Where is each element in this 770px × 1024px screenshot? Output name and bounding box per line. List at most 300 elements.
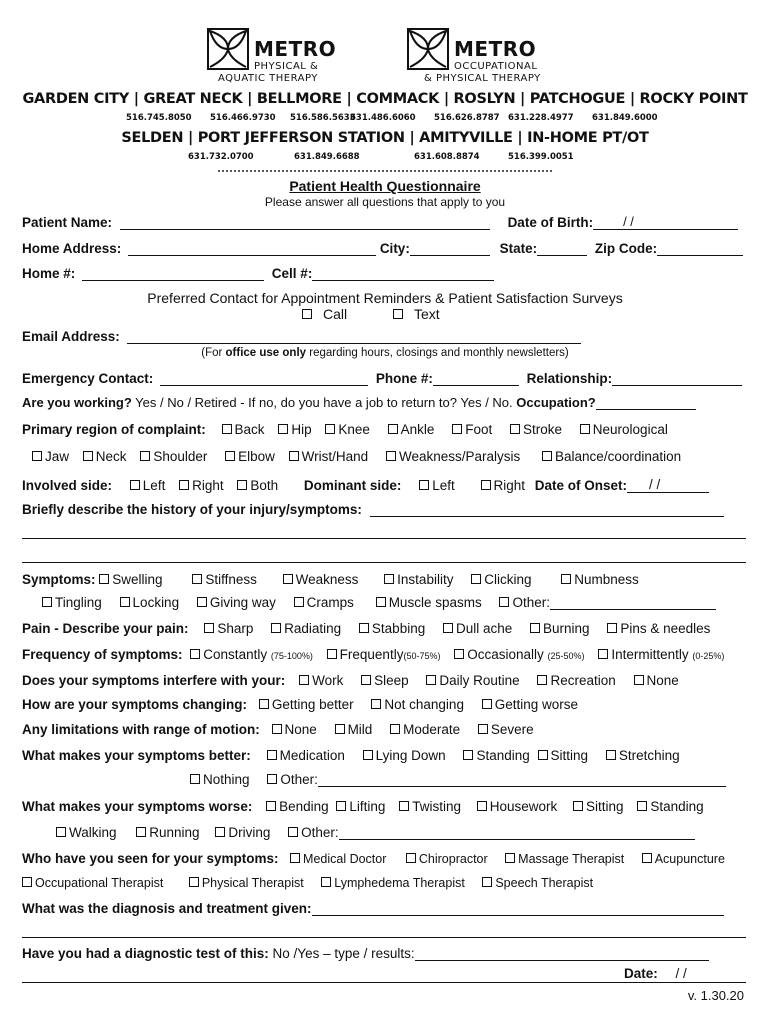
pain-burning-label: Burning xyxy=(543,621,590,636)
better-nothing-option[interactable] xyxy=(190,772,250,787)
interfere-daily-routine-option[interactable] xyxy=(426,673,519,688)
worse-bending-checkbox[interactable] xyxy=(266,801,276,811)
region-weakness-checkbox[interactable] xyxy=(386,451,396,461)
worse-walking-option[interactable] xyxy=(56,825,117,840)
worse-running-option[interactable] xyxy=(136,825,199,840)
patient-name-field[interactable] xyxy=(120,217,490,230)
date-row xyxy=(624,966,687,981)
symptom-weakness-label: Weakness xyxy=(295,572,359,587)
city-field[interactable] xyxy=(410,243,490,256)
rom-severe-checkbox[interactable] xyxy=(478,724,488,734)
better-other-option[interactable] xyxy=(267,772,726,787)
better-standing-option[interactable] xyxy=(463,748,529,763)
diag-test-field-2[interactable] xyxy=(22,982,746,983)
rom-none-checkbox[interactable] xyxy=(272,724,282,734)
home-phone-field[interactable] xyxy=(82,268,264,281)
frequency-label: Frequency of symptoms: xyxy=(22,647,183,662)
freq-intermittently-range: (0-25%) xyxy=(692,651,725,661)
seen-massage-label: Massage Therapist xyxy=(518,852,625,866)
better-stretching-checkbox[interactable] xyxy=(606,750,616,760)
better-sitting-checkbox[interactable] xyxy=(538,750,548,760)
rom-severe-label: Severe xyxy=(490,722,534,737)
history-field-2[interactable] xyxy=(22,538,746,539)
pain-dull-ache-option[interactable] xyxy=(443,621,512,636)
rom-severe-option[interactable] xyxy=(478,722,534,737)
interfere-sleep-checkbox[interactable] xyxy=(361,675,371,685)
logo2-line2: OCCUPATIONAL xyxy=(454,61,538,72)
worse-twisting-option[interactable] xyxy=(399,799,461,814)
preferred-contact-label: Preferred Contact for Appointment Reminders & Patient Satisfaction Surveys xyxy=(147,290,623,306)
region-elbow-label: Elbow xyxy=(238,449,275,464)
seen-lymphedema-label: Lymphedema Therapist xyxy=(334,876,465,890)
better-sitting-option[interactable] xyxy=(538,748,589,763)
date-label: Date: xyxy=(624,966,658,981)
form-title: Patient Health Questionnaire xyxy=(289,178,481,194)
region-hip-checkbox[interactable] xyxy=(278,424,288,434)
better-lying-down-checkbox[interactable] xyxy=(363,750,373,760)
worse-housework-option[interactable] xyxy=(477,799,558,814)
freq-intermittently-label: Intermittently xyxy=(611,647,689,662)
relationship-label: Relationship: xyxy=(526,371,613,386)
region-jaw-label: Jaw xyxy=(45,449,70,464)
worse-housework-checkbox[interactable] xyxy=(477,801,487,811)
changing-worse-option[interactable] xyxy=(482,697,578,712)
worse-driving-option[interactable] xyxy=(215,825,270,840)
pain-burning-option[interactable] xyxy=(530,621,590,636)
primary-region-row-2 xyxy=(22,449,746,464)
seen-acupuncture-label: Acupuncture xyxy=(654,852,725,866)
side-left-checkbox[interactable] xyxy=(130,480,140,490)
seen-chiropractor-checkbox[interactable] xyxy=(406,853,416,863)
region-wrist-hand-label: Wrist/Hand xyxy=(301,449,369,464)
symptom-cramps-option[interactable] xyxy=(294,595,354,610)
symptom-tingling-checkbox[interactable] xyxy=(42,597,52,607)
symptom-muscle-spasms-label: Muscle spasms xyxy=(388,595,482,610)
symptom-other-option[interactable] xyxy=(499,595,716,610)
side-right-checkbox[interactable] xyxy=(179,480,189,490)
logo-metro-occupational-physical xyxy=(406,27,566,87)
worse-driving-label: Driving xyxy=(228,825,271,840)
symptom-numbness-checkbox[interactable] xyxy=(561,574,571,584)
email-note xyxy=(0,347,770,359)
region-jaw-option[interactable] xyxy=(32,449,69,464)
pain-dull-ache-checkbox[interactable] xyxy=(443,623,453,633)
changing-not-option[interactable] xyxy=(371,697,464,712)
diagnosis-field-1[interactable] xyxy=(312,903,724,916)
worse-other-label: Other: xyxy=(301,825,339,840)
symptom-cramps-checkbox[interactable] xyxy=(294,597,304,607)
pain-radiating-label: Radiating xyxy=(284,621,342,636)
changing-not-checkbox[interactable] xyxy=(371,699,381,709)
pain-sharp-label: Sharp xyxy=(217,621,254,636)
occupation-label: Occupation? xyxy=(516,395,596,410)
symptom-weakness-checkbox[interactable] xyxy=(283,574,293,584)
freq-intermittently-option[interactable] xyxy=(598,647,724,662)
better-medication-checkbox[interactable] xyxy=(267,750,277,760)
home-phone-label: Home #: xyxy=(22,266,76,281)
side-both-checkbox[interactable] xyxy=(237,480,247,490)
region-hip-label: Hip xyxy=(291,422,312,437)
worse-twisting-label: Twisting xyxy=(412,799,461,814)
symptom-other-label: Other: xyxy=(512,595,550,610)
phone-bellmore: 516.586.5633 xyxy=(290,113,356,123)
region-knee-checkbox[interactable] xyxy=(325,424,335,434)
symptom-giving-way-option[interactable] xyxy=(197,595,276,610)
state-label: State: xyxy=(499,241,538,256)
interfere-work-checkbox[interactable] xyxy=(299,675,309,685)
rom-none-option[interactable] xyxy=(272,722,317,737)
seen-speech-label: Speech Therapist xyxy=(495,876,594,890)
seen-ot-option[interactable] xyxy=(22,876,163,890)
seen-chiropractor-option[interactable] xyxy=(406,852,488,866)
interfere-work-label: Work xyxy=(312,673,344,688)
region-balance-label: Balance/coordination xyxy=(555,449,682,464)
symptom-stiffness-option[interactable] xyxy=(192,572,257,587)
symptoms-label: Symptoms: xyxy=(22,572,96,587)
pain-burning-checkbox[interactable] xyxy=(530,623,540,633)
worse-running-checkbox[interactable] xyxy=(136,827,146,837)
region-foot-checkbox[interactable] xyxy=(452,424,462,434)
region-knee-option[interactable] xyxy=(325,422,370,437)
seen-ot-label: Occupational Therapist xyxy=(35,876,164,890)
region-stroke-option[interactable] xyxy=(510,422,562,437)
phone-garden-city: 516.745.8050 xyxy=(126,113,192,123)
symptom-giving-way-label: Giving way xyxy=(209,595,276,610)
dob-separators: / / xyxy=(623,214,634,229)
side-left-option[interactable] xyxy=(130,478,166,493)
pain-sharp-checkbox[interactable] xyxy=(204,623,214,633)
region-back-option[interactable] xyxy=(222,422,265,437)
seen-medical-doctor-option[interactable] xyxy=(290,852,386,866)
region-ankle-checkbox[interactable] xyxy=(388,424,398,434)
relationship-field[interactable] xyxy=(612,373,742,386)
symptom-clicking-label: Clicking xyxy=(484,572,532,587)
worse-housework-label: Housework xyxy=(489,799,558,814)
interfere-recreation-option[interactable] xyxy=(537,673,615,688)
interfere-recreation-checkbox[interactable] xyxy=(537,675,547,685)
region-ankle-option[interactable] xyxy=(388,422,435,437)
interfere-none-label: None xyxy=(646,673,679,688)
region-ankle-label: Ankle xyxy=(400,422,435,437)
region-shoulder-label: Shoulder xyxy=(153,449,208,464)
pain-stabbing-checkbox[interactable] xyxy=(359,623,369,633)
symptom-locking-checkbox[interactable] xyxy=(120,597,130,607)
freq-occasionally-label: Occasionally xyxy=(467,647,544,662)
worse-walking-checkbox[interactable] xyxy=(56,827,66,837)
region-knee-label: Knee xyxy=(338,422,370,437)
pain-pins-needles-checkbox[interactable] xyxy=(607,623,617,633)
dominant-side-label: Dominant side: xyxy=(303,478,402,493)
pain-sharp-option[interactable] xyxy=(204,621,253,636)
emergency-contact-field[interactable] xyxy=(160,373,368,386)
rom-moderate-option[interactable] xyxy=(390,722,460,737)
better-other-field[interactable] xyxy=(318,774,726,787)
dob-field[interactable] xyxy=(593,214,738,230)
dominant-right-option[interactable] xyxy=(481,478,526,493)
onset-separators: / / xyxy=(649,477,661,492)
worse-standing-option[interactable] xyxy=(637,799,703,814)
region-wrist-hand-checkbox[interactable] xyxy=(289,451,299,461)
region-shoulder-checkbox[interactable] xyxy=(140,451,150,461)
freq-constantly-option[interactable] xyxy=(190,647,313,662)
rom-moderate-label: Moderate xyxy=(403,722,461,737)
worse-twisting-checkbox[interactable] xyxy=(399,801,409,811)
symptom-tingling-label: Tingling xyxy=(55,595,102,610)
phone-commack: 631.486.6060 xyxy=(350,113,416,123)
symptom-giving-way-checkbox[interactable] xyxy=(197,597,207,607)
seen-acupuncture-option[interactable] xyxy=(642,852,725,866)
interfere-daily-routine-label: Daily Routine xyxy=(439,673,520,688)
worse-driving-checkbox[interactable] xyxy=(215,827,225,837)
symptom-clicking-option[interactable] xyxy=(471,572,531,587)
diag-test-field[interactable] xyxy=(415,948,709,961)
region-neurological-label: Neurological xyxy=(592,422,668,437)
worse-sitting-checkbox[interactable] xyxy=(573,801,583,811)
rom-moderate-checkbox[interactable] xyxy=(390,724,400,734)
interfere-sleep-label: Sleep xyxy=(374,673,409,688)
symptom-tingling-option[interactable] xyxy=(42,595,102,610)
emergency-contact-label: Emergency Contact: xyxy=(22,371,154,386)
seen-ot-checkbox[interactable] xyxy=(22,877,32,887)
pain-radiating-checkbox[interactable] xyxy=(271,623,281,633)
freq-constantly-checkbox[interactable] xyxy=(190,649,200,659)
freq-occasionally-checkbox[interactable] xyxy=(454,649,464,659)
locations-line-2: SELDEN | PORT JEFFERSON STATION | AMITYVILLE | IN-HOME PT/OT xyxy=(121,130,649,146)
seen-lymphedema-option[interactable] xyxy=(321,876,465,890)
seen-speech-option[interactable] xyxy=(482,876,593,890)
symptom-locking-option[interactable] xyxy=(120,595,180,610)
history-label: Briefly describe the history of your injury/symptoms: xyxy=(22,502,362,517)
region-stroke-checkbox[interactable] xyxy=(510,424,520,434)
symptom-instability-option[interactable] xyxy=(384,572,453,587)
symptom-muscle-spasms-option[interactable] xyxy=(376,595,482,610)
pain-pins-needles-option[interactable] xyxy=(607,621,710,636)
diagnosis-label: What was the diagnosis and treatment given: xyxy=(22,901,312,916)
symptom-muscle-spasms-checkbox[interactable] xyxy=(376,597,386,607)
region-back-label: Back xyxy=(234,422,265,437)
region-foot-option[interactable] xyxy=(452,422,492,437)
primary-region-row xyxy=(22,422,746,437)
dominant-left-option[interactable] xyxy=(419,478,455,493)
involved-side-label: Involved side: xyxy=(22,478,113,493)
metro-leaf-logo-icon xyxy=(206,27,250,71)
changing-better-checkbox[interactable] xyxy=(259,699,269,709)
phone-amityville: 631.608.8874 xyxy=(414,152,480,162)
symptom-cramps-label: Cramps xyxy=(306,595,354,610)
worse-walking-label: Walking xyxy=(69,825,117,840)
changing-better-label: Getting better xyxy=(271,697,354,712)
seen-pt-label: Physical Therapist xyxy=(201,876,304,890)
region-elbow-option[interactable] xyxy=(225,449,275,464)
symptom-locking-label: Locking xyxy=(132,595,180,610)
cell-phone-field[interactable] xyxy=(312,268,494,281)
state-field[interactable] xyxy=(537,243,587,256)
phone-great-neck: 516.466.9730 xyxy=(210,113,276,123)
symptom-other-checkbox[interactable] xyxy=(499,597,509,607)
symptom-other-field[interactable] xyxy=(550,597,716,610)
better-medication-option[interactable] xyxy=(267,748,345,763)
date-onset-field[interactable] xyxy=(627,477,709,493)
region-neck-checkbox[interactable] xyxy=(83,451,93,461)
better-sitting-label: Sitting xyxy=(550,748,589,763)
symptom-instability-checkbox[interactable] xyxy=(384,574,394,584)
symptom-numbness-option[interactable] xyxy=(561,572,639,587)
interfere-none-checkbox[interactable] xyxy=(634,675,644,685)
worse-lifting-option[interactable] xyxy=(336,799,385,814)
interfere-recreation-label: Recreation xyxy=(550,673,616,688)
preferred-contact-options xyxy=(302,306,440,322)
seen-label: Who have you seen for your symptoms: xyxy=(22,851,279,866)
rom-none-label: None xyxy=(284,722,317,737)
symptom-instability-label: Instability xyxy=(397,572,454,587)
freq-intermittently-checkbox[interactable] xyxy=(598,649,608,659)
phone-roslyn: 516.626.8787 xyxy=(434,113,500,123)
phone-port-jefferson: 631.849.6688 xyxy=(294,152,360,162)
text-label: Text xyxy=(414,306,440,322)
occupation-field[interactable] xyxy=(596,397,696,410)
freq-constantly-label: Constantly xyxy=(203,647,268,662)
email-field[interactable] xyxy=(127,331,581,344)
freq-occasionally-range: (25-50%) xyxy=(547,651,585,661)
phone-rocky-point: 631.849.6000 xyxy=(592,113,658,123)
better-other-checkbox[interactable] xyxy=(267,774,277,784)
history-field-3[interactable] xyxy=(22,562,746,563)
better-stretching-option[interactable] xyxy=(606,748,680,763)
diagnosis-field-2[interactable] xyxy=(22,937,746,938)
seen-chiropractor-label: Chiropractor xyxy=(418,852,488,866)
pain-pins-needles-label: Pins & needles xyxy=(620,621,711,636)
region-wrist-hand-option[interactable] xyxy=(289,449,369,464)
better-label: What makes your symptoms better: xyxy=(22,748,251,763)
freq-frequently-label: Frequently xyxy=(339,647,404,662)
dominant-right-label: Right xyxy=(493,478,526,493)
region-elbow-checkbox[interactable] xyxy=(225,451,235,461)
freq-frequently-option[interactable] xyxy=(327,647,441,662)
region-hip-option[interactable] xyxy=(278,422,311,437)
freq-frequently-checkbox[interactable] xyxy=(327,649,337,659)
rom-label: Any limitations with range of motion: xyxy=(22,722,260,737)
logo1-line3: AQUATIC THERAPY xyxy=(218,73,318,84)
interfere-work-option[interactable] xyxy=(299,673,343,688)
symptom-weakness-option[interactable] xyxy=(283,572,359,587)
better-standing-label: Standing xyxy=(476,748,530,763)
better-other-label: Other: xyxy=(280,772,318,787)
better-standing-checkbox[interactable] xyxy=(463,750,473,760)
cell-phone-label: Cell #: xyxy=(271,266,313,281)
phones-line-2 xyxy=(0,152,770,164)
rom-mild-option[interactable] xyxy=(335,722,373,737)
seen-pt-checkbox[interactable] xyxy=(189,877,199,887)
home-address-label: Home Address: xyxy=(22,241,122,256)
zip-field[interactable] xyxy=(657,243,743,256)
dominant-left-checkbox[interactable] xyxy=(419,480,429,490)
region-jaw-checkbox[interactable] xyxy=(32,451,42,461)
emergency-phone-field[interactable] xyxy=(433,373,519,386)
seen-massage-checkbox[interactable] xyxy=(505,853,515,863)
freq-occasionally-option[interactable] xyxy=(454,647,584,662)
worse-bending-option[interactable] xyxy=(266,799,329,814)
seen-acupuncture-checkbox[interactable] xyxy=(642,853,652,863)
pain-stabbing-option[interactable] xyxy=(359,621,425,636)
seen-medical-doctor-checkbox[interactable] xyxy=(290,853,300,863)
version-label: v. 1.30.20 xyxy=(687,988,744,1003)
call-checkbox[interactable] xyxy=(302,309,312,319)
region-shoulder-option[interactable] xyxy=(140,449,207,464)
home-address-field[interactable] xyxy=(128,243,376,256)
better-nothing-label: Nothing xyxy=(203,772,250,787)
email-label: Email Address: xyxy=(22,329,120,344)
side-left-label: Left xyxy=(142,478,166,493)
rom-mild-checkbox[interactable] xyxy=(335,724,345,734)
pain-label: Pain - Describe your pain: xyxy=(22,621,189,636)
changing-not-label: Not changing xyxy=(384,697,464,712)
logo2-name: METRO xyxy=(454,37,537,61)
symptom-numbness-label: Numbness xyxy=(574,572,639,587)
region-neurological-option[interactable] xyxy=(580,422,668,437)
patient-name-label: Patient Name: xyxy=(22,215,113,230)
pain-radiating-option[interactable] xyxy=(271,621,341,636)
interfere-sleep-option[interactable] xyxy=(361,673,409,688)
changing-worse-checkbox[interactable] xyxy=(482,699,492,709)
seen-lymphedema-checkbox[interactable] xyxy=(321,877,331,887)
worse-sitting-option[interactable] xyxy=(573,799,624,814)
symptom-clicking-checkbox[interactable] xyxy=(471,574,481,584)
symptom-swelling-checkbox[interactable] xyxy=(99,574,109,584)
date-separators: / / xyxy=(675,966,687,981)
region-neck-option[interactable] xyxy=(83,449,127,464)
seen-pt-option[interactable] xyxy=(189,876,304,890)
worse-other-field[interactable] xyxy=(339,827,695,840)
worse-other-checkbox[interactable] xyxy=(288,827,298,837)
worse-other-option[interactable] xyxy=(288,825,695,840)
seen-speech-checkbox[interactable] xyxy=(482,877,492,887)
side-right-option[interactable] xyxy=(179,478,224,493)
diag-test-label: Have you had a diagnostic test of this: xyxy=(22,946,269,961)
pain-stabbing-label: Stabbing xyxy=(371,621,426,636)
dob-label: Date of Birth: xyxy=(507,215,594,230)
region-weakness-label: Weakness/Paralysis xyxy=(398,449,521,464)
seen-medical-doctor-label: Medical Doctor xyxy=(303,852,387,866)
symptom-swelling-option[interactable] xyxy=(99,572,162,587)
dominant-left-label: Left xyxy=(432,478,455,493)
locations-line-1: GARDEN CITY | GREAT NECK | BELLMORE | COMMACK | ROSLYN | PATCHOGUE | ROCKY POINT xyxy=(22,91,748,107)
emergency-phone-label: Phone #: xyxy=(375,371,433,386)
interfere-none-option[interactable] xyxy=(634,673,679,688)
region-balance-checkbox[interactable] xyxy=(542,451,552,461)
text-checkbox[interactable] xyxy=(393,309,403,319)
side-both-option[interactable] xyxy=(237,478,278,493)
region-back-checkbox[interactable] xyxy=(222,424,232,434)
better-lying-down-option[interactable] xyxy=(363,748,446,763)
interfere-daily-routine-checkbox[interactable] xyxy=(426,675,436,685)
dominant-right-checkbox[interactable] xyxy=(481,480,491,490)
seen-massage-option[interactable] xyxy=(505,852,624,866)
region-neurological-checkbox[interactable] xyxy=(580,424,590,434)
worse-lifting-checkbox[interactable] xyxy=(336,801,346,811)
region-balance-option[interactable] xyxy=(542,449,681,464)
region-weakness-option[interactable] xyxy=(386,449,520,464)
symptom-stiffness-checkbox[interactable] xyxy=(192,574,202,584)
worse-label: What makes your symptoms worse: xyxy=(22,799,253,814)
region-stroke-label: Stroke xyxy=(522,422,563,437)
history-field-1[interactable] xyxy=(370,504,724,517)
worse-standing-checkbox[interactable] xyxy=(637,801,647,811)
phone-selden: 631.732.0700 xyxy=(188,152,254,162)
rom-mild-label: Mild xyxy=(347,722,373,737)
changing-better-option[interactable] xyxy=(259,697,354,712)
logo2-line3: & PHYSICAL THERAPY xyxy=(424,73,541,84)
better-nothing-checkbox[interactable] xyxy=(190,774,200,784)
